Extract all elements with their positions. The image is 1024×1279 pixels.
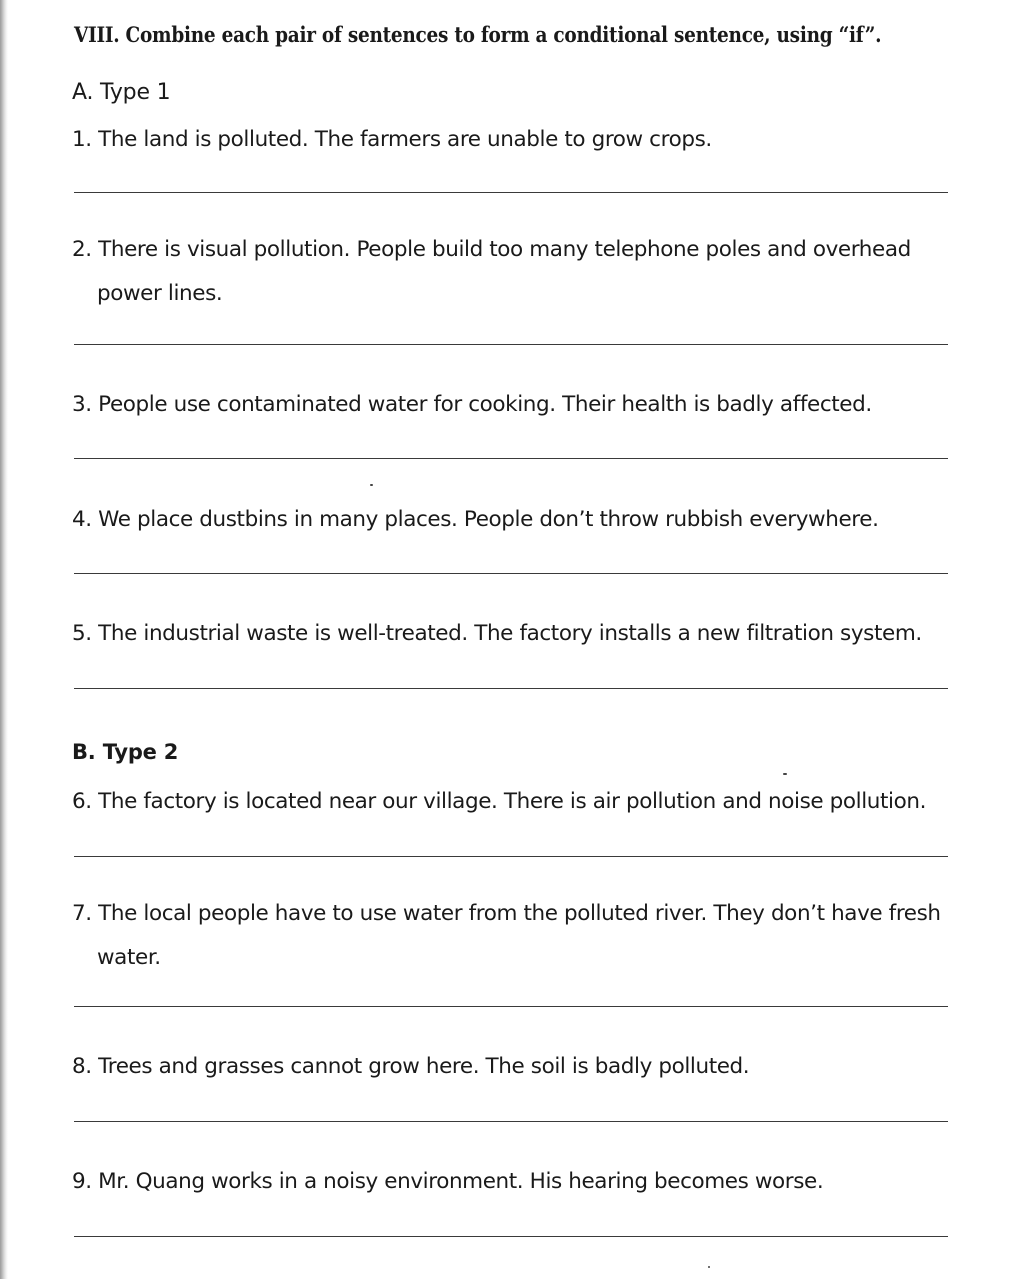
question-text-continued: water. xyxy=(97,945,161,970)
exercise-heading: VIII. Combine each pair of sentences to form a conditional sentence, using “if”. xyxy=(74,22,882,47)
answer-line-7[interactable] xyxy=(74,1006,948,1007)
answer-line-5[interactable] xyxy=(74,688,948,689)
question-text: 8. Trees and grasses cannot grow here. The soil is badly polluted. xyxy=(72,1054,750,1079)
question-4 xyxy=(72,498,962,542)
section-b-title: B. Type 2 xyxy=(72,740,179,764)
question-text: 1. The land is polluted. The farmers are unable to grow crops. xyxy=(72,127,712,152)
answer-line-4[interactable] xyxy=(74,573,948,574)
question-8 xyxy=(72,1045,962,1089)
scan-speck xyxy=(370,484,373,486)
question-1 xyxy=(72,118,962,162)
question-text: 9. Mr. Quang works in a noisy environment. His hearing becomes worse. xyxy=(72,1169,824,1194)
question-text: 2. There is visual pollution. People build too many telephone poles and overhead xyxy=(72,237,911,262)
question-text: 7. The local people have to use water from the polluted river. They don’t have fresh xyxy=(72,901,941,926)
question-7 xyxy=(72,892,962,980)
answer-line-6[interactable] xyxy=(74,856,948,857)
question-text: 5. The industrial waste is well-treated. The factory installs a new filtration system. xyxy=(72,621,922,646)
question-2 xyxy=(72,228,962,316)
question-9 xyxy=(72,1160,962,1204)
answer-line-9[interactable] xyxy=(74,1236,948,1237)
question-text-continued: power lines. xyxy=(97,281,223,306)
question-6 xyxy=(72,780,962,824)
answer-line-2[interactable] xyxy=(74,344,948,345)
question-3 xyxy=(72,383,962,427)
question-text: 6. The factory is located near our village. There is air pollution and noise pollution. xyxy=(72,789,927,814)
section-a-title: A. Type 1 xyxy=(72,80,171,105)
question-5 xyxy=(72,612,962,656)
scan-speck xyxy=(783,773,787,775)
question-text: 4. We place dustbins in many places. People don’t throw rubbish everywhere. xyxy=(72,507,879,532)
answer-line-3[interactable] xyxy=(74,458,948,459)
answer-line-8[interactable] xyxy=(74,1121,948,1122)
scan-speck xyxy=(708,1266,710,1268)
question-text: 3. People use contaminated water for cooking. Their health is badly affected. xyxy=(72,392,872,417)
answer-line-1[interactable] xyxy=(74,192,948,193)
